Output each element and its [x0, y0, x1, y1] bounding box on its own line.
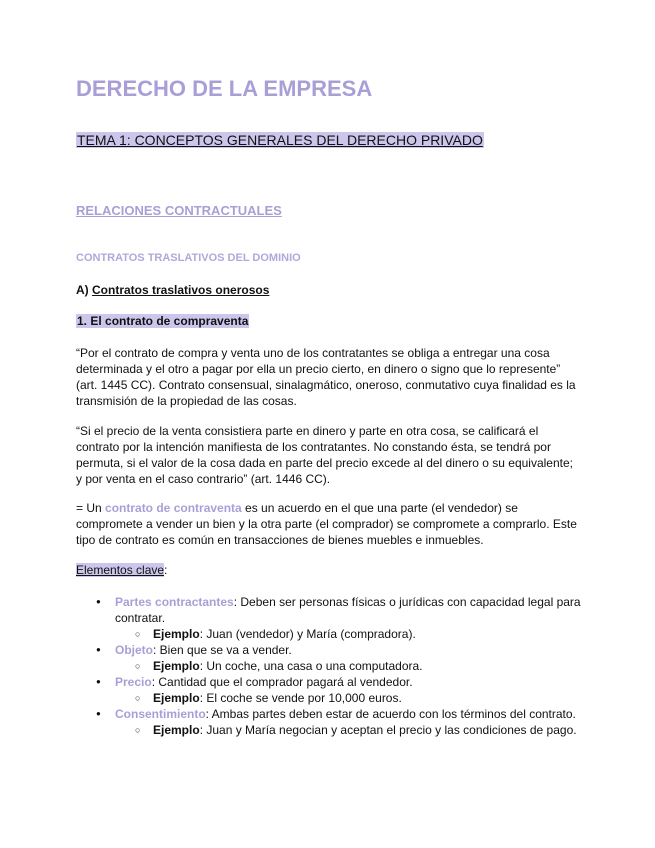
element-text: : Ambas partes deben estar de acuerdo con los términos del contrato.	[205, 707, 576, 721]
elements-label	[76, 563, 167, 577]
elements-list	[76, 594, 581, 738]
example-label: Ejemplo	[153, 659, 200, 673]
elements-label-colon: :	[164, 563, 168, 577]
paragraph-summary	[76, 500, 581, 548]
topic-subtitle: TEMA 1: CONCEPTOS GENERALES DEL DERECHO PRIVADO	[77, 132, 483, 148]
summary-term: contrato de contraventa	[105, 501, 242, 515]
example-text: : Juan (vendedor) y María (compradora).	[199, 627, 416, 641]
element-text: : Cantidad que el comprador pagará al vendedor.	[151, 675, 413, 689]
element-text: : Bien que se va a vender.	[153, 643, 292, 657]
example-item	[76, 690, 581, 706]
subsection-heading: CONTRATOS TRASLATIVOS DEL DOMINIO	[76, 252, 301, 264]
example-item	[76, 626, 581, 642]
list-item	[76, 594, 581, 626]
example-text: : El coche se vende por 10,000 euros.	[199, 691, 402, 705]
element-term: Partes contractantes	[115, 595, 234, 609]
list-item	[76, 642, 581, 658]
element-text: : Deben ser personas físicas o jurídicas con capacidad legal para contratar.	[115, 595, 581, 625]
example-label: Ejemplo	[153, 723, 200, 737]
elements-label-text: Elementos clave	[76, 563, 165, 577]
list-item	[76, 706, 581, 722]
heading-a-text: Contratos traslativos onerosos	[92, 283, 270, 297]
paragraph-article-1446: “Si el precio de la venta consistiera parte en dinero y parte en otra cosa, se calificará el contrato por la intención manifiesta de los contratantes. No constando ésta, se tendrá por permuta, si el valor de la cosa dada en parte del precio excede al del dinero o su equivalente; y por venta en el caso contrario” (art. 1446 CC).	[76, 424, 573, 486]
element-term: Consentimiento	[115, 707, 206, 721]
list-item	[76, 674, 581, 690]
heading-a	[76, 283, 269, 297]
example-label: Ejemplo	[153, 627, 200, 641]
example-item	[76, 658, 581, 674]
summary-prefix: = Un	[76, 501, 106, 515]
example-text: : Juan y María negocian y aceptan el precio y las condiciones de pago.	[199, 723, 577, 737]
section-heading: RELACIONES CONTRACTUALES	[76, 203, 282, 218]
paragraph-definition: “Por el contrato de compra y venta uno de los contratantes se obliga a entregar una cosa determinada y el otro a pagar por ella un precio cierto, en dinero o signo que lo represente” (art. 1445 CC). Contrato consensual, sinalagmático, oneroso, conmutativo cuya finalidad es la transmisión de la propiedad de las cosas.	[76, 346, 576, 408]
heading-compraventa: 1. El contrato de compraventa	[77, 314, 249, 328]
example-label: Ejemplo	[153, 691, 200, 705]
example-item	[76, 722, 581, 738]
element-term: Objeto	[115, 643, 153, 657]
document-title: DERECHO DE LA EMPRESA	[76, 76, 373, 101]
summary-rest: es un acuerdo en el que una parte (el vendedor) se compromete a vender un bien y la otra parte (el comprador) se compromete a comprarlo. Este tipo de contrato es común en transacciones de bienes muebles e inmuebles.	[76, 501, 577, 547]
example-text: : Un coche, una casa o una computadora.	[199, 659, 423, 673]
element-term: Precio	[115, 675, 152, 689]
heading-a-prefix: A)	[76, 283, 92, 297]
